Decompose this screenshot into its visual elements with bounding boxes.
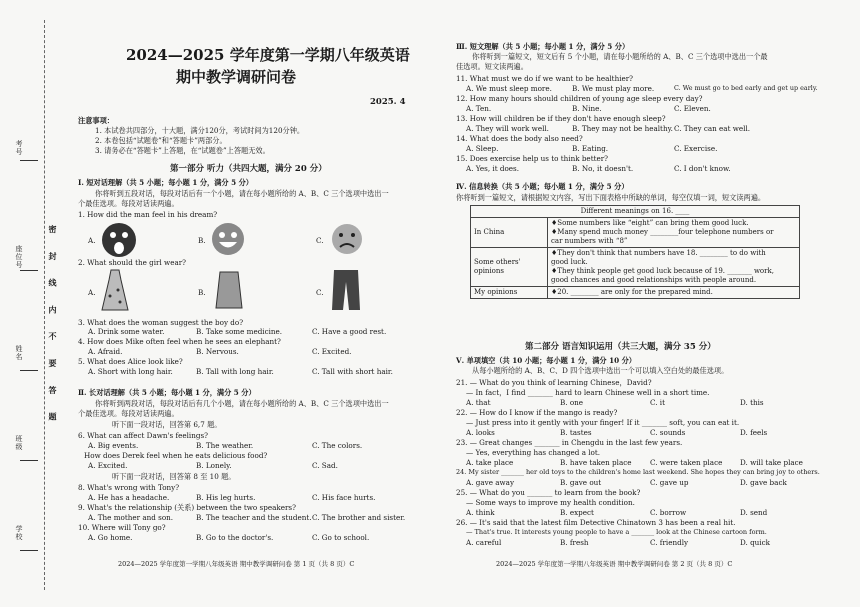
question-12: 12. How many hours should children of young age sleep every day? <box>456 94 703 103</box>
option: C. We must go to bed early and get up early. <box>674 84 818 92</box>
option: C. it <box>650 398 665 407</box>
question-21: 21. — What do you think of learning Chinese，David? <box>456 378 652 387</box>
question-3: 3. What does the woman suggest the boy do? <box>78 318 244 327</box>
row-label: Some others' opinions <box>471 248 548 287</box>
option: C. The colors. <box>312 441 363 450</box>
option: B. expect <box>560 508 594 517</box>
option: C. Sad. <box>312 461 338 470</box>
section2-desc: 你将听到两段对话，每段对话后有几个小题，请在每小题所给的 A、B、C 三个选项中选出一 <box>95 399 389 408</box>
option: B. They may not be healthy. <box>572 124 673 133</box>
school-label: 学校 <box>15 525 23 541</box>
option: C. Eleven. <box>674 104 711 113</box>
scared-face-icon <box>100 221 138 259</box>
option: B. have taken place <box>560 458 632 467</box>
option: C. sounds <box>650 428 686 437</box>
option: A. He has a headache. <box>88 493 170 502</box>
section1-desc: 个最佳选项。每段对话读两遍。 <box>78 199 179 208</box>
section4-desc: 你将听到一篇短文，请根据短文内容，写出下面表格中所缺的单词，每空仅填一词，短文读两遍。 <box>456 193 766 202</box>
option: A. Go home. <box>88 533 133 542</box>
option: A. Drink some water. <box>88 327 165 336</box>
option: A. Sleep. <box>466 144 499 153</box>
section2-heading: Ⅱ. 长对话理解（共 5 小题；每小题 1 分，满分 5 分） <box>78 388 256 397</box>
question-10: 10. Where will Tony go? <box>78 523 166 532</box>
question-21-line: — In fact，I find _______ hard to learn Chinese well in a short time. <box>466 388 710 397</box>
question-23: 23. — Great changes _______ in Chengdu in the last few years. <box>456 438 683 447</box>
option: D. send <box>740 508 768 517</box>
option: A. We must sleep more. <box>466 84 552 93</box>
option: C. Go to school. <box>312 533 370 542</box>
question-24: 24. My sister _______ her old toys to the children's home last weekend. She hopes they can bring joy to others. <box>456 468 820 476</box>
footer-right: 2024—2025 学年度第一学期八年级英语 期中教学调研问卷 第 2 页（共 8 页）C <box>496 560 733 568</box>
option: B. tastes <box>560 428 592 437</box>
option: A. that <box>466 398 491 407</box>
option: C. The brother and sister. <box>312 513 406 522</box>
option: A. The mother and son. <box>88 513 174 522</box>
option: B. His leg hurts. <box>196 493 256 502</box>
question-15: 15. Does exercise help us to think better? <box>456 154 609 163</box>
option: B. Eating. <box>572 144 609 153</box>
question-7: How does Derek feel when he eats delicious food? <box>84 451 268 460</box>
notice-item: 1. 本试卷共四部分，十大题，满分120分，考试时间为120分钟。 <box>95 126 305 135</box>
info-table <box>470 205 800 299</box>
option: C. I don't know. <box>674 164 731 173</box>
question-25-line: — Some ways to improve my health condition. <box>466 498 635 507</box>
row-label: In China <box>471 218 548 248</box>
section5-heading: Ⅴ. 单项填空（共 10 小题；每小题 1 分，满分 10 分） <box>456 356 636 365</box>
notice-item: 3. 请务必在“答题卡”上答题，在“试题卷”上答题无效。 <box>95 146 270 155</box>
seal-line-text: 密 封 线 内 不 要 答 题 <box>48 225 58 429</box>
seat-no-label: 座位号 <box>15 245 23 269</box>
section3-desc: 你将听到一篇短文，短文后有 5 个小题，请在每小题所给的 A、B、C 三个选项中选出一个最 <box>472 52 768 61</box>
option: B. Tall with long hair. <box>196 367 274 376</box>
notice-head: 注意事项： <box>78 116 114 125</box>
part1-heading: 第一部分 听力（共四大题，满分 20 分） <box>170 164 327 174</box>
option: C. borrow <box>650 508 687 517</box>
section3-desc: 佳选项。短文读两遍。 <box>456 62 528 71</box>
option: B. one <box>560 398 584 407</box>
table-cell: ♦They don't think that numbers have 18. ________ to do with good luck. ♦They think people get good luck because of 19. _______ work, good chances and good relationships with people around. <box>548 248 800 287</box>
option: A. Yes, it does. <box>466 164 520 173</box>
option: B. Nervous. <box>196 347 239 356</box>
title-line2: 期中教学调研问卷 <box>176 68 297 86</box>
option: C. Tall with short hair. <box>312 367 393 376</box>
option: D. gave back <box>740 478 787 487</box>
option: A. take place <box>466 458 514 467</box>
option: B. gave out <box>560 478 602 487</box>
option: C. His face hurts. <box>312 493 376 502</box>
name-label: 姓名 <box>15 345 23 361</box>
question-4: 4. How does Mike often feel when he sees an elephant? <box>78 337 281 346</box>
row-label: My opinions <box>471 287 548 299</box>
title-line1: 2024—2025 学年度第一学期八年级英语 <box>126 46 410 64</box>
question-6: 6. What can affect Dawn's feelings? <box>78 431 208 440</box>
option: B. We must play more. <box>572 84 655 93</box>
option: B. fresh <box>560 538 589 547</box>
section5-desc: 从每小题所给的 A、B、C、D 四个选项中选出一个可以填入空白处的最佳选项。 <box>472 366 729 375</box>
skirt-icon <box>214 270 244 310</box>
section1-desc: 你将听到五段对话，每段对话后有一个小题，请在每小题所给的 A、B、C 三个选项中选出一 <box>95 189 389 198</box>
question-11: 11. What must we do if we want to be healthier? <box>456 74 634 83</box>
option: A. careful <box>466 538 502 547</box>
section4-heading: Ⅳ. 信息转换（共 5 小题；每小题 1 分，满分 5 分） <box>456 182 629 191</box>
footer-left: 2024—2025 学年度第一学期八年级英语 期中教学调研问卷 第 1 页（共 8 页）C <box>118 560 355 568</box>
exam-page: 考号 座位号 姓名 班级 学校 密 封 线 内 不 要 答 题 2024—2025 学年度第一学期八年级英语 期中教学调研问卷 2025. 4 注意事项： 1. 本试卷共四部分，十大题，满分120分，考试时间为120分钟。 2. 本卷包括“试题卷”和“答题卡”两部分。 3. 请务必在“答题卡”上答题，在“试题卷”上答题无效。 第一部分 听力（共四大题，满分 20 分） Ⅰ. 短对话理解（共 5 小题；每小题 1 分，满分 5 分） 你将听到五段对话，每段对话后有一个小题，请在每小题所给的 A、B、C 三个选项中选出一 个最佳选项。每段对话读两遍。 1. How did the man feel in his dream? A. B. C. 2. What should the girl wear? A. B. C. 3. What does the woman suggest the boy do? A. Drink some water. B. Take some medicine. C. Have a good rest. 4. How does Mike often feel when he sees an elephant? A. Afraid. B. Nervous. C. Excited. 5. What does Alice look like? A. Short with long hair. B. Tall with long hair. C. Tall with short hair. Ⅱ. 长对话理解（共 5 小题；每小题 1 分，满分 5 分） 你将听到两段对话，每段对话后有几个小题，请在每小题所给的 A、B、C 三个选项中选出一 个最佳选项。每段对话读两遍。 听下面一段对话，回答第 6,7 题。 6. What can affect Dawn's feelings? A. Big events. B. The weather. C. The colors. How does Derek feel when he eats delicious food? A. Excited. B. Lonely. C. Sad. 听下面一段对话，回答第 8 至 10 题。 8. What's wrong with Tony? A. He has a headache. B. His leg hurts. C. His face hurts. 9. What's the relationship (关系) between the two speakers? A. The mother and son. B. The teacher and the student. C. The brother and sister. 10. Where will Tony go? A. Go home. B. Go to the doctor's. C. Go to school. 2024—2025 学年度第一学期八年级英语 期中教学调研问卷 第 1 页（共 8 页）C Ⅲ. 短文理解（共 5 小题；每小题 1 分，满分 5 分） 你将听到一篇短文，短文后有 5 个小题，请在每小题所给的 A、B、C 三个选项中选出一个最 佳选项。短文读两遍。 11. What must we do if we want to be healthier? A. We must sleep more. B. We must play more. C. We must go to bed early and get up early. 12. How many hours should children of young age sleep every day? A. Ten. B. Nine. C. Eleven. 13. How will children be if they don't have enough sleep? A. They will work well. B. They may not be healthy. C. They can eat well. 14. What does the body also need? A. Sleep. B. Eating. C. Exercise. 15. Does exercise help us to think better? A. Yes, it does. B. No, it doesn't. C. I don't know. Ⅳ. 信息转换（共 5 小题；每小题 1 分，满分 5 分） 你将听到一篇短文，请根据短文内容，写出下面表格中所缺的单词，每空仅填一词，短文读两遍。 Different meanings on 16. ____ In China ♦Some numbers like “eight” can bring them good luck. ♦Many spend much money ________four telephone numbers or car numbers with “8” Some others' opinions ♦They don't think that numbers have 18. ________ to do with good luck. ♦They think people get good luck because of 19. _______ work, good chances and good relationships with people around. My opinions ♦20. ________ are only for the prepared mind. 第二部分 语言知识运用（共三大题，满分 35 分） Ⅴ. 单项填空（共 10 小题；每小题 1 分，满分 10 分） 从每小题所给的 A、B、C、D 四个选项中选出一个可以填入空白处的最佳选项。 21. — What do you think of learning Chinese，David? — In fact，I find _______ hard to learn Chinese well in a short time. A. that B. one C. it D. this 22. — How do I know if the mango is ready? — Just press into it gently with your finger! If it _______ soft, you can eat it. A. looks B. tastes C. sounds D. feels 23. — Great changes _______ in Chengdu in the last few years. — Yes, everything has changed a lot. A. take place B. have taken place C. were taken place D. will take place 24. My sister _______ her old toys to the children's home last weekend. She hopes they can bring joy to others. A. gave away B. gave out C. gave up D. gave back 25. — What do you _______ to learn from the book? — Some ways to improve my health condition. A. think B. expect C. borrow D. send 26. — It's said that the latest film Detective Chinatown 3 has been a real hit. — That's true. It interests young people to have a _______ look at the Chinese cartoon form. A. careful B. fresh C. friendly D. quick 2024—2025 学年度第一学期八年级英语 期中教学调研问卷 第 2 页（共 8 页）C <box>0 0 860 607</box>
option: B. No, it doesn't. <box>572 164 634 173</box>
option: A. gave away <box>466 478 515 487</box>
section3-heading: Ⅲ. 短文理解（共 5 小题；每小题 1 分，满分 5 分） <box>456 42 630 51</box>
dress-icon <box>100 268 130 312</box>
option: B. The weather. <box>196 441 254 450</box>
option: C. were taken place <box>650 458 723 467</box>
option: D. quick <box>740 538 770 547</box>
table-cell: ♦Some numbers like “eight” can bring them good luck. ♦Many spend much money ________four telephone numbers or car numbers with “8” <box>548 218 800 248</box>
table-header: Different meanings on 16. ____ <box>471 206 800 218</box>
option: C. They can eat well. <box>674 124 751 133</box>
option: B. Take some medicine. <box>196 327 283 336</box>
option: B. Go to the doctor's. <box>196 533 274 542</box>
option: B. Lonely. <box>196 461 232 470</box>
option: A. looks <box>466 428 495 437</box>
option: C. Excited. <box>312 347 352 356</box>
section2-desc: 个最佳选项。每段对话读两遍。 <box>78 409 179 418</box>
question-26: 26. — It's said that the latest film Detective Chinatown 3 has been a real hit. <box>456 518 736 527</box>
option: A. Afraid. <box>88 347 123 356</box>
exam-no-label: 考号 <box>15 140 23 156</box>
option: C. friendly <box>650 538 689 547</box>
pants-icon <box>330 268 362 312</box>
exam-date: 2025. 4 <box>370 97 406 107</box>
listening-instruction: 听下面一段对话，回答第 8 至 10 题。 <box>112 472 236 481</box>
option: B. The teacher and the student. <box>196 513 312 522</box>
sad-face-icon <box>330 222 364 256</box>
option: A. They will work well. <box>466 124 549 133</box>
happy-face-icon <box>210 221 246 257</box>
option: A. Short with long hair. <box>88 367 173 376</box>
question-22: 22. — How do I know if the mango is ready? <box>456 408 618 417</box>
option: A. Excited. <box>88 461 128 470</box>
option: A. Big events. <box>88 441 139 450</box>
option: A. Ten. <box>466 104 492 113</box>
question-26-line: — That's true. It interests young people to have a _______ look at the Chinese cartoon form. <box>466 528 767 536</box>
question-14: 14. What does the body also need? <box>456 134 583 143</box>
question-5: 5. What does Alice look like? <box>78 357 183 366</box>
question-25: 25. — What do you _______ to learn from the book? <box>456 488 641 497</box>
question-22-line: — Just press into it gently with your finger! If it _______ soft, you can eat it. <box>466 418 740 427</box>
option: C. Exercise. <box>674 144 718 153</box>
option: A. think <box>466 508 495 517</box>
section1-heading: Ⅰ. 短对话理解（共 5 小题；每小题 1 分，满分 5 分） <box>78 178 253 187</box>
question-8: 8. What's wrong with Tony? <box>78 483 180 492</box>
question-23-line: — Yes, everything has changed a lot. <box>466 448 601 457</box>
binding-line <box>44 20 45 590</box>
table-cell: ♦20. ________ are only for the prepared mind. <box>548 287 800 299</box>
question-9: 9. What's the relationship (关系) between the two speakers? <box>78 503 296 512</box>
listening-instruction: 听下面一段对话，回答第 6,7 题。 <box>112 420 222 429</box>
option: D. will take place <box>740 458 803 467</box>
class-label: 班级 <box>15 435 23 451</box>
option: D. feels <box>740 428 768 437</box>
notice-item: 2. 本卷包括“试题卷”和“答题卡”两部分。 <box>95 136 227 145</box>
part2-heading: 第二部分 语言知识运用（共三大题，满分 35 分） <box>525 342 716 352</box>
option: C. gave up <box>650 478 689 487</box>
option: D. this <box>740 398 764 407</box>
question-13: 13. How will children be if they don't have enough sleep? <box>456 114 666 123</box>
option: C. Have a good rest. <box>312 327 387 336</box>
option: B. Nine. <box>572 104 602 113</box>
question-2: 2. What should the girl wear? <box>78 258 187 267</box>
question-1: 1. How did the man feel in his dream? <box>78 210 218 219</box>
